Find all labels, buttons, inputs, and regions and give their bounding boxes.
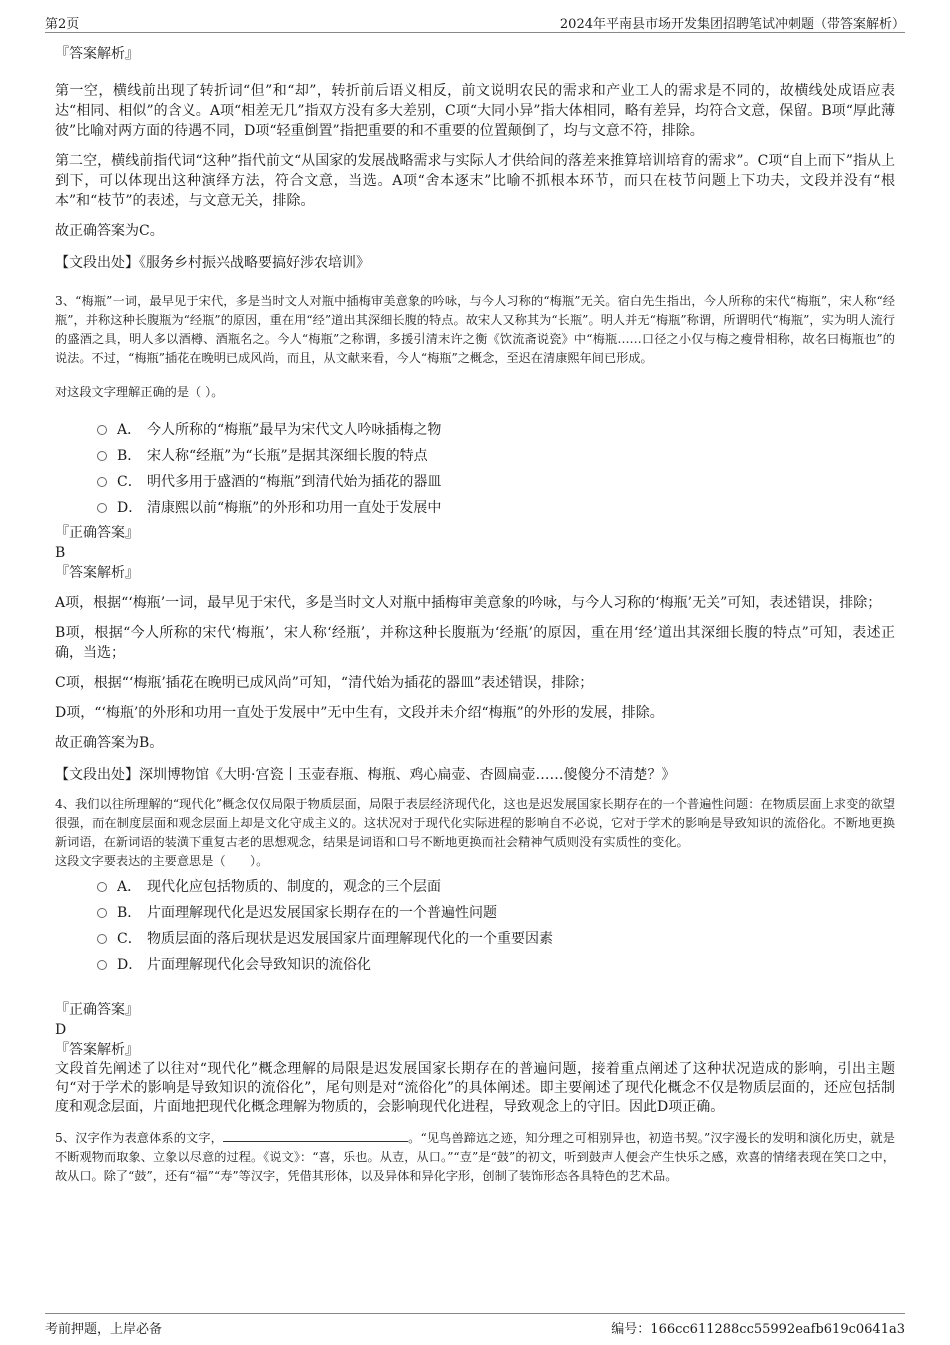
q3-option-b[interactable]: B． 宋人称“经瓶”为“长瓶”是据其深细长腹的特点 bbox=[97, 443, 895, 469]
q3-source: 【文段出处】深圳博物馆《大明·宫瓷丨玉壶春瓶、梅瓶、鸡心扁壶、杏圆扁壶……傻傻分不清楚？》 bbox=[55, 767, 676, 783]
q3-analysis-label: 『答案解析』 bbox=[55, 565, 139, 581]
footer-slogan: 考前押题，上岸必备 bbox=[45, 1322, 163, 1337]
q3-stem: 3、“梅瓶”一词，最早见于宋代，多是当时文人对瓶中插梅审美意象的吟咏，与今人习称的“梅瓶”无关。宿白先生指出，今人所称的宋代“梅瓶”，宋人称“经瓶”，并称这种长腹瓶为“经瓶”的原因，重在用“经”道出其深细长腹的特点。故宋人又称其为“长瓶”。明人并无“梅瓶”称谓，所谓明代“梅瓶”，实为明人流行的盛酒之具，明人多以酒樽、酒瓶名之。今人“梅瓶”之称谓，多援引清末许之衡《饮流斋说瓷》中“梅瓶……口径之小仅与梅之瘦骨相称，故名曰梅瓶也”的说法。不过，“梅瓶”插花在晚明已成风尚，而且，从文献来看，今人“梅瓶”之概念，至迟在清康熙年间已形成。 bbox=[55, 294, 895, 365]
q3-option-a[interactable]: A． 今人所称的“梅瓶”最早为宋代文人吟咏插梅之物 bbox=[97, 417, 895, 443]
q3-option-c[interactable]: C． 明代多用于盛酒的“梅瓶”到清代始为插花的器皿 bbox=[97, 469, 895, 495]
q3-option-d[interactable]: D． 清康熙以前“梅瓶”的外形和功用一直处于发展中 bbox=[97, 495, 895, 521]
q3-prompt: 对这段文字理解正确的是（ ）。 bbox=[55, 385, 224, 399]
radio-icon[interactable] bbox=[97, 882, 107, 892]
q4-analysis-label: 『答案解析』 bbox=[55, 1042, 139, 1058]
page-header bbox=[45, 10, 905, 33]
q4-options bbox=[97, 874, 895, 978]
q5-stem: 5、汉字作为表意体系的文字， 。“见鸟兽蹄迒之迹，知分理之可相别异也，初造书契。”汉字漫长的发明和演化历史，就是不断观物而取象、立象以尽意的过程。《说文》：“喜，乐也。从壴，从口。”“壴”是“鼓”的初文，听到鼓声人便会产生快乐之感，欢喜的情绪表现在笑口之中，故从口。除了“鼓”，还有“福”“寿”等汉字，凭借其形体，以及异体和异化字形，创制了装饰形态各具特色的艺术品。 bbox=[55, 1131, 895, 1183]
q4-analysis: 文段首先阐述了以往对“现代化”概念理解的局限是迟发展国家长期存在的普遍问题，接着重点阐述了这种状况造成的影响，引出主题句“对于学术的影响是导致知识的流俗化”，尾句则是对“流俗化”的具体阐述。即主要阐述了现代化概念不仅是物质层面的，还应包括制度和观念层面，片面地把现代化概念理解为物质的，会影响现代化进程，导致观念上的守旧。因此D项正确。 bbox=[55, 1061, 895, 1115]
document-title: 2024年平南县市场开发集团招聘笔试冲刺题（带答案解析） bbox=[559, 17, 905, 32]
q4-stem: 4、我们以往所理解的“现代化”概念仅仅局限于物质层面，局限于表层经济现代化，这也是迟发展国家长期存在的一个普遍性问题：在物质层面上求变的欲望很强，而在制度层面和观念层面上却是文化守成主义的。这状况对于现代化实际进程的影响自不必说，它对于学术的影响是导致知识的流俗化。不断地更换新词语，在新词语的装潢下重复古老的思想观念，结果是词语和口号不断地更换而社会精神气质则没有实质性的变化。 bbox=[55, 797, 895, 849]
q3-answer: B bbox=[55, 545, 66, 561]
q4-option-c[interactable]: C． 物质层面的落后现状是迟发展国家片面理解现代化的一个重要因素 bbox=[97, 926, 895, 952]
q3-explanation-c: C项，根据“‘梅瓶’插花在晚明已成风尚”可知，“清代始为插花的器皿”表述错误，排除； bbox=[55, 675, 594, 691]
q3-answer-label: 『正确答案』 bbox=[55, 525, 139, 541]
q3-explanation-a: A项，根据“‘梅瓶’一词，最早见于宋代，多是当时文人对瓶中插梅审美意象的吟咏，与今人习称的‘梅瓶’无关”可知，表述错误，排除； bbox=[55, 595, 882, 611]
q4-prompt: 这段文字要表达的主要意思是（ ）。 bbox=[55, 854, 269, 868]
q4-option-b[interactable]: B． 片面理解现代化是迟发展国家长期存在的一个普遍性问题 bbox=[97, 900, 895, 926]
radio-icon[interactable] bbox=[97, 451, 107, 461]
q4-answer-label: 『正确答案』 bbox=[55, 1002, 139, 1018]
q3-explanation-b: B项，根据“今人所称的宋代‘梅瓶’，宋人称‘经瓶’，并称这种长腹瓶为‘经瓶’的原因，重在用‘经’道出其深细长腹的特点”可知，表述正确，当选； bbox=[55, 625, 895, 661]
q5-blank bbox=[223, 1129, 408, 1142]
radio-icon[interactable] bbox=[97, 425, 107, 435]
radio-icon[interactable] bbox=[97, 503, 107, 513]
page-number: 第2页 bbox=[45, 17, 80, 32]
q3-explanation-d: D项，“‘梅瓶’的外形和功用一直处于发展中”无中生有，文段并未介绍“梅瓶”的外形的发展，排除。 bbox=[55, 705, 664, 721]
radio-icon[interactable] bbox=[97, 934, 107, 944]
q2-analysis-para1: 第一空，横线前出现了转折词“但”和“却”，转折前后语义相反，前文说明农民的需求和产业工人的需求是不同的，故横线处成语应表达“相同、相似”的含义。A项“相差无几”指双方没有多大差别，C项“大同小异”指大体相同，略有差异，均符合文意，保留。B项“厚此薄彼”比喻对两方面的待遇不同，D项“轻重倒置”指把重要的和不重要的位置颠倒了，均与文意不符，排除。 bbox=[55, 83, 895, 139]
page-footer bbox=[45, 1313, 905, 1338]
q2-analysis-para2: 第二空，横线前指代词“这种”指代前文“从国家的发展战略需求与实际人才供给间的落差来推算培训培育的需求”。C项“自上而下”指从上到下，可以体现出这种演绎方法，符合文意，当选。A项“舍本逐末”比喻不抓根本环节，而只在枝节问题上下功夫，文段并没有“根本”和“枝节”的表述，与文意无关，排除。 bbox=[55, 153, 895, 209]
page-content bbox=[55, 44, 895, 1186]
q3-options bbox=[97, 417, 895, 521]
q3-conclusion: 故正确答案为B。 bbox=[55, 735, 164, 751]
q4-option-a[interactable]: A． 现代化应包括物质的、制度的，观念的三个层面 bbox=[97, 874, 895, 900]
radio-icon[interactable] bbox=[97, 960, 107, 970]
q2-source: 【文段出处】《服务乡村振兴战略要搞好涉农培训》 bbox=[55, 255, 370, 271]
radio-icon[interactable] bbox=[97, 908, 107, 918]
q2-conclusion: 故正确答案为C。 bbox=[55, 223, 164, 239]
q2-analysis-label: 『答案解析』 bbox=[55, 46, 139, 62]
radio-icon[interactable] bbox=[97, 477, 107, 487]
q4-answer: D bbox=[55, 1022, 67, 1038]
q4-option-d[interactable]: D． 片面理解现代化会导致知识的流俗化 bbox=[97, 952, 895, 978]
footer-serial: 编号：166cc611288cc55992eafb619c0641a3 bbox=[611, 1322, 905, 1337]
